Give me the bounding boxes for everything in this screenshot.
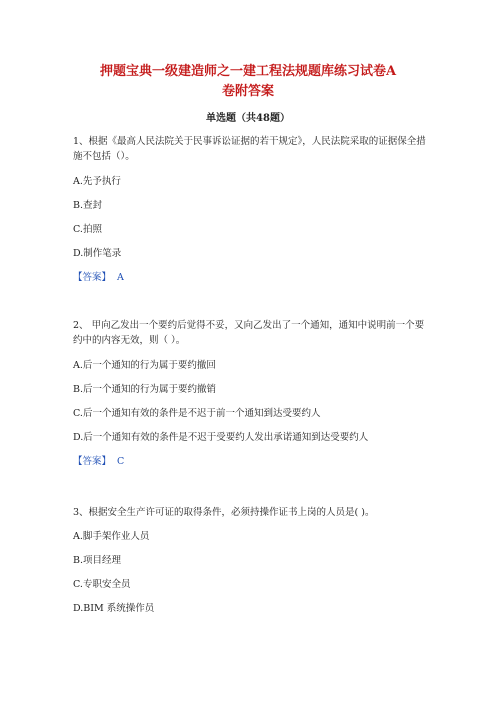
question-1-option-c: C.拍照 xyxy=(73,224,102,235)
question-2-option-d: D.后一个通知有效的条件是不迟于受要约人发出承诺通知到达受要约人 xyxy=(73,432,369,443)
title-line-1: 押题宝典一级建造师之一建工程法规题库练习试卷A xyxy=(99,64,397,79)
question-1-text: 1、根据《最高人民法院关于民事诉讼证据的若干规定》，人民法院采取的证据保全措施不包括（）。 xyxy=(73,136,426,162)
answer-label: 【答案】 xyxy=(73,272,112,283)
question-2-option-a: A.后一个通知的行为属于要约撤回 xyxy=(73,360,216,371)
question-3-option-a: A.脚手架作业人员 xyxy=(73,531,150,542)
question-3-text: 3、根据安全生产许可证的取得条件，必须持操作证书上岗的人员是( )。 xyxy=(73,507,375,518)
question-2-answer xyxy=(73,456,130,468)
question-2-text: 2、 甲向乙发出一个要约后觉得不妥，又向乙发出了一个通知，通知中说明前一个要约中的内容无效，则（ ）。 xyxy=(73,320,425,346)
section-heading: 单选题（共48题） xyxy=(206,113,290,124)
question-1-option-a: A.先予执行 xyxy=(73,176,121,187)
question-3-option-b: B.项目经理 xyxy=(73,555,122,566)
question-1-option-d: D.制作笔录 xyxy=(73,248,122,259)
question-2-option-c: C.后一个通知有效的条件是不迟于前一个通知到达受要约人 xyxy=(73,408,321,419)
document-title xyxy=(60,62,436,102)
title-line-2: 卷附答案 xyxy=(221,84,274,99)
question-2-option-b: B.后一个通知的行为属于要约撤销 xyxy=(73,384,217,395)
answer-value: C xyxy=(117,456,125,467)
question-3-option-d: D.BIM 系统操作员 xyxy=(73,603,155,614)
question-3-option-c: C.专职安全员 xyxy=(73,579,131,590)
question-1-option-b: B.查封 xyxy=(73,200,103,211)
question-1-answer xyxy=(73,272,130,284)
answer-label: 【答案】 xyxy=(73,456,112,467)
answer-value: A xyxy=(117,272,124,283)
